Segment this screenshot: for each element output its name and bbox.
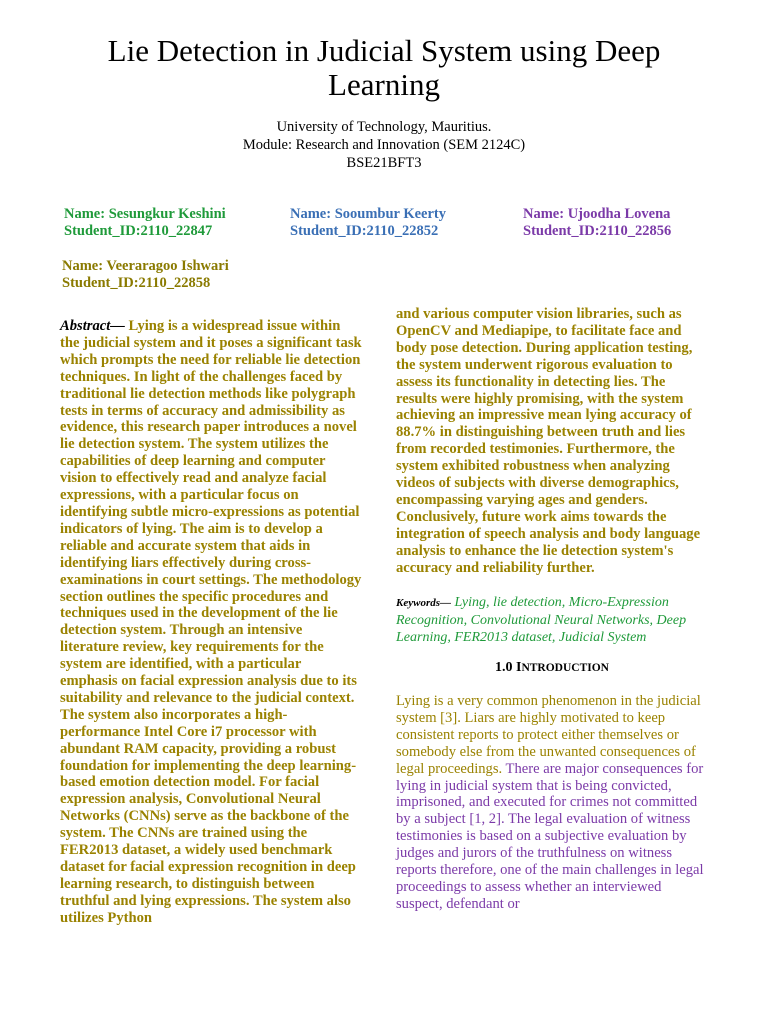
author-name: Name: Veeraragoo Ishwari: [62, 258, 229, 274]
university: University of Technology, Mauritius.: [276, 119, 492, 135]
author-1: [64, 206, 226, 240]
affiliation: [100, 118, 668, 172]
section-title-rest: NTRODUCTION: [521, 662, 609, 674]
author-name: Name: Ujoodha Lovena: [523, 206, 671, 222]
class-code: BSE21BFT3: [346, 155, 422, 171]
abstract-text-left: Lying is a widespread issue within the judicial system and it poses a significant task which prompts the need for reliable lie detection techniques. In light of the challenges faced by traditional lie detection methods like polygraph tests in terms of accuracy and admissibility as evidence, this research paper introduces a novel lie detection system. The system utilizes the capabilities of deep learning and computer vision to effectively read and analyze facial expressions, with a particular focus on identifying subtle micro-expressions as potential indicators of lying. The aim is to develop a reliable and accurate system that aids in identifying liars effectively during cross-examinations in court settings. The methodology section outlines the specific procedures and techniques used in the development of the lie detection system. Through an intensive literature review, key requirements for the system are identified, with a particular emphasis on facial expression analysis due to its suitability and relevance to the judicial context. The system also incorporates a high-performance Intel Core i7 processor with abundant RAM capacity, providing a robust foundation for implementing the deep learning-based emotion detection model. For facial expression analysis, Convolutional Neural Networks (CNNs) serve as the backbone of the system. The CNNs are trained using the FER2013 dataset, a widely used benchmark dataset for facial expression recognition in deep learning research, to distinguish between truthful and lying expressions. The system also utilizes Python: [60, 318, 362, 926]
intro-part-1: Lying is a very common phenomenon in the judicial system [3]. Liars are highly motivated to keep consistent reports to protect either themselves or somebody else from the unwanted consequences of legal proceedings.: [396, 693, 701, 777]
module: Module: Research and Innovation (SEM 2124C): [242, 137, 526, 153]
author-id: Student_ID:2110_22858: [62, 275, 211, 291]
paper-title: Lie Detection in Judicial System using Deep Learning: [107, 33, 661, 102]
author-3: [523, 206, 671, 240]
author-2: [290, 206, 446, 240]
author-4: [62, 258, 229, 292]
section-number: 1.0: [495, 660, 516, 675]
keywords-text: Lying, lie detection, Micro-Expression Recognition, Convolutional Neural Networks, Deep Learning, FER2013 dataset, Judicial System: [396, 595, 687, 645]
keywords-label: Keywords—: [396, 597, 451, 609]
abstract-label: Abstract—: [60, 318, 125, 334]
author-id: Student_ID:2110_22852: [290, 223, 439, 239]
section-title-first: I: [516, 660, 522, 675]
author-id: Student_ID:2110_22847: [64, 223, 213, 239]
author-name: Name: Sesungkur Keshini: [64, 206, 226, 222]
abstract-left-column: [60, 318, 362, 927]
intro-part-2: There are major consequences for lying in judicial system that is being convicted, imprisoned, and executed for crimes not committed by a subject [1, 2]. The legal evaluation of witness testimonies is based on a subjective evaluation by judges and jurors of the truthfulness on witness reports therefore, one of the main challenges in legal proceedings to assess whether an interviewed suspect, defendant or: [396, 760, 704, 912]
introduction-text: [396, 693, 710, 913]
section-heading: [396, 660, 708, 676]
abstract-right-column: and various computer vision libraries, such as OpenCV and Mediapipe, to facilitate face and body pose detection. During application testing, the system underwent rigorous evaluation to assess its functionality in detecting lies. The results were highly promising, with the system achieving an impressive mean lying accuracy of 88.7% in distinguishing between truth and lies from recorded testimonies. Furthermore, the system exhibited robustness when analyzing videos of subjects with diverse demographics, encompassing varying ages and genders. Conclusively, future work aims towards the integration of speech analysis and body language analysis to enhance the lie detection system's accuracy and reliability further.: [396, 306, 701, 576]
author-name: Name: Sooumbur Keerty: [290, 206, 446, 222]
keywords: [396, 594, 716, 646]
author-id: Student_ID:2110_22856: [523, 223, 672, 239]
